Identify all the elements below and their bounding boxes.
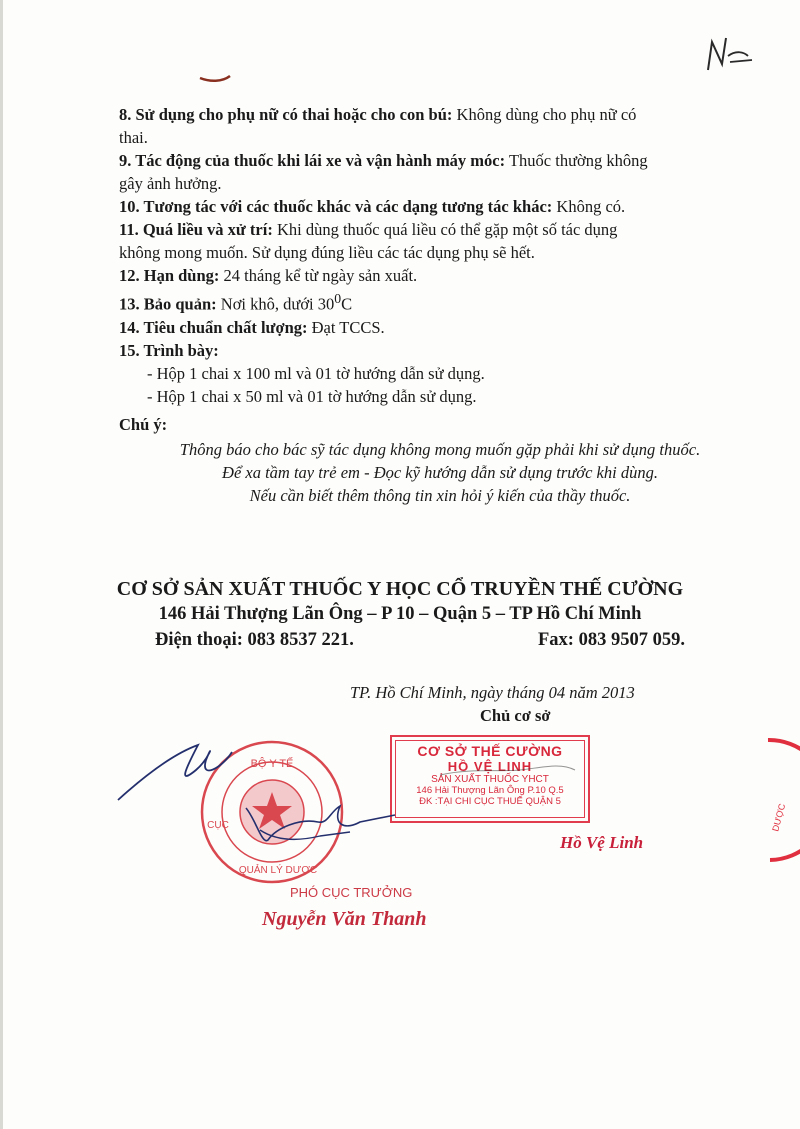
company-name: CƠ SỞ SẢN XUẤT THUỐC Y HỌC CỔ TRUYỀN THẾ CƯỜNG	[116, 578, 684, 600]
presentation-bullet: - Hộp 1 chai x 50 ml và 01 tờ hướng dẫn sử dụng.	[147, 386, 477, 406]
official-title: PHÓ CỤC TRƯỞNG	[290, 885, 413, 900]
item-label: 13. Bảo quản:	[119, 294, 217, 314]
stamp-line: ĐK :TẠI CHI CỤC THUẾ QUẬN 5	[419, 796, 561, 807]
item-text: Khi dùng thuốc quá liều có thể gặp một số tác dụng	[272, 220, 618, 239]
company-address: 146 Hải Thượng Lãn Ông – P 10 – Quận 5 – TP Hồ Chí Minh	[158, 604, 642, 624]
seal-text-bottom: QUẢN LÝ DƯỢC	[238, 865, 318, 876]
item-text: Không có.	[552, 197, 626, 216]
item-text: Đạt TCCS.	[307, 317, 385, 337]
smudge-icon	[200, 76, 230, 81]
item-text: 24 tháng kể từ ngày sản xuất.	[219, 266, 418, 285]
stamp-line: HỒ VỆ LINH	[447, 759, 533, 774]
note-line: Để xa tầm tay trẻ em - Đọc kỹ hướng dẫn sử dụng trước khi dùng.	[222, 463, 658, 482]
item-label: 9. Tác động của thuốc khi lái xe và vận hành máy móc:	[119, 151, 506, 170]
corner-mark-icon	[708, 38, 752, 70]
item-label: 8. Sử dụng cho phụ nữ có thai hoặc cho con bú:	[119, 105, 453, 124]
seal-fragment-text: DƯỢC	[770, 802, 788, 833]
note-line: Nếu cần biết thêm thông tin xin hỏi ý kiến của thầy thuốc.	[249, 486, 631, 505]
item-text: Không dùng cho phụ nữ có	[452, 105, 637, 124]
owner-signature-name: Hồ Vệ Linh	[560, 833, 644, 852]
date-line: TP. Hồ Chí Minh, ngày tháng 04 năm 2013	[350, 683, 635, 702]
item-text-after: C	[341, 294, 353, 314]
owner-signature-stroke-icon	[440, 766, 575, 775]
company-fax: Fax: 083 9507 059.	[538, 630, 685, 650]
item-8-cont: thai.	[119, 128, 148, 147]
notes-heading: Chú ý:	[119, 415, 168, 434]
item-label: 10. Tương tác với các thuốc khác và các dạng tương tác khác:	[119, 197, 553, 216]
owner-title: Chủ cơ sở	[480, 706, 551, 725]
seal-text-top: BỘ Y TẾ	[250, 758, 294, 770]
item-label: 14. Tiêu chuẩn chất lượng:	[119, 317, 308, 337]
item-label: 15. Trình bày:	[119, 340, 219, 360]
item-text: Nơi khô, dưới 30	[216, 294, 335, 314]
item-label: 11. Quá liều và xử trí:	[119, 220, 273, 239]
presentation-bullet: - Hộp 1 chai x 100 ml và 01 tờ hướng dẫn sử dụng.	[147, 363, 485, 383]
official-name: Nguyễn Văn Thanh	[262, 908, 427, 930]
item-11-cont: không mong muốn. Sử dụng đúng liều các tác dụng phụ sẽ hết.	[119, 243, 535, 262]
item-text: Thuốc thường không	[505, 151, 648, 170]
stamp-line: 146 Hải Thượng Lãn Ông P.10 Q.5	[416, 785, 564, 796]
item-sup: 0	[334, 291, 342, 306]
stamp-line: SẢN XUẤT THUỐC YHCT	[431, 774, 549, 785]
item-label: 12. Hạn dùng:	[119, 266, 220, 285]
note-line: Thông báo cho bác sỹ tác dụng không mong muốn gặp phải khi sử dụng thuốc.	[179, 440, 701, 459]
item-9-cont: gây ảnh hưởng.	[119, 174, 222, 193]
seal-text-left: CỤC	[207, 820, 229, 831]
stamp-line: CƠ SỞ THẾ CƯỜNG	[417, 743, 563, 759]
right-seal-fragment-icon	[768, 740, 800, 860]
company-phone: Điện thoại: 083 8537 221.	[155, 630, 354, 650]
